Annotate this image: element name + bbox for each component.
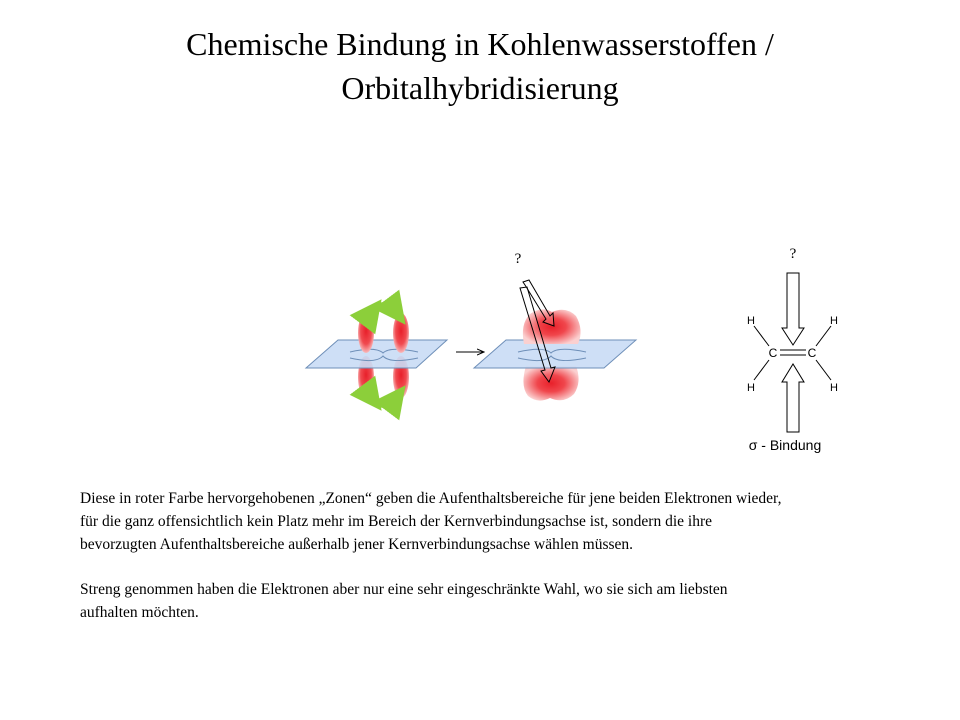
question-mark-left: ? <box>514 251 522 267</box>
overlap-arrow-bottom-icon <box>372 398 396 406</box>
overlap-arrow-top-icon <box>372 304 396 312</box>
title-line-2: Orbitalhybridisierung <box>341 70 619 106</box>
paragraph-2-line-1: Streng genommen haben die Elektronen aber nur eine sehr eingeschränkte Wahl, wo sie sich am liebsten <box>80 581 728 598</box>
bond-h-c-top-right <box>816 326 831 346</box>
paragraph-1-line-2: für die ganz offensichtlich kein Platz mehr im Bereich der Kernverbindungsachse ist, sondern die ihre <box>80 513 712 530</box>
explanation-paragraph-1 <box>80 487 940 556</box>
p-orbital-lobe-top-right <box>393 313 409 353</box>
bond-h-c-bottom-left <box>754 360 769 380</box>
atom-h-top-right: H <box>830 315 838 327</box>
bond-h-c-bottom-right <box>816 360 831 380</box>
hollow-arrow-down-icon <box>782 273 804 345</box>
ethene-structure <box>747 246 838 453</box>
explanation-paragraph-2 <box>80 578 940 624</box>
hollow-arrow-up-icon <box>782 364 804 432</box>
atom-c-right: C <box>807 346 817 360</box>
molecular-plane-middle <box>474 340 636 368</box>
title-line-1: Chemische Bindung in Kohlenwasserstoffen / <box>186 26 774 62</box>
paragraph-1-line-1: Diese in roter Farbe hervorgehobenen „Zonen“ geben die Aufenthaltsbereiche für jene beiden Elektronen wieder, <box>80 490 782 507</box>
molecular-plane-left <box>306 340 447 368</box>
bond-h-c-top-left <box>754 326 769 346</box>
paragraph-2-line-2: aufhalten möchten. <box>80 604 199 621</box>
p-orbitals-figure <box>306 304 447 406</box>
atom-h-top-left: H <box>747 315 755 327</box>
atom-h-bottom-left: H <box>747 382 755 394</box>
sigma-bond-label: σ - Bindung <box>748 437 822 453</box>
pi-bond-figure <box>474 251 636 401</box>
p-orbital-lobe-top-left <box>358 313 374 353</box>
paragraph-1-line-3: bevorzugten Aufenthaltsbereiche außerhalb jener Kernverbindungsachse wählen müssen. <box>80 536 634 553</box>
question-mark-right: ? <box>789 246 797 262</box>
atom-c-left: C <box>768 346 778 360</box>
atom-h-bottom-right: H <box>830 382 838 394</box>
